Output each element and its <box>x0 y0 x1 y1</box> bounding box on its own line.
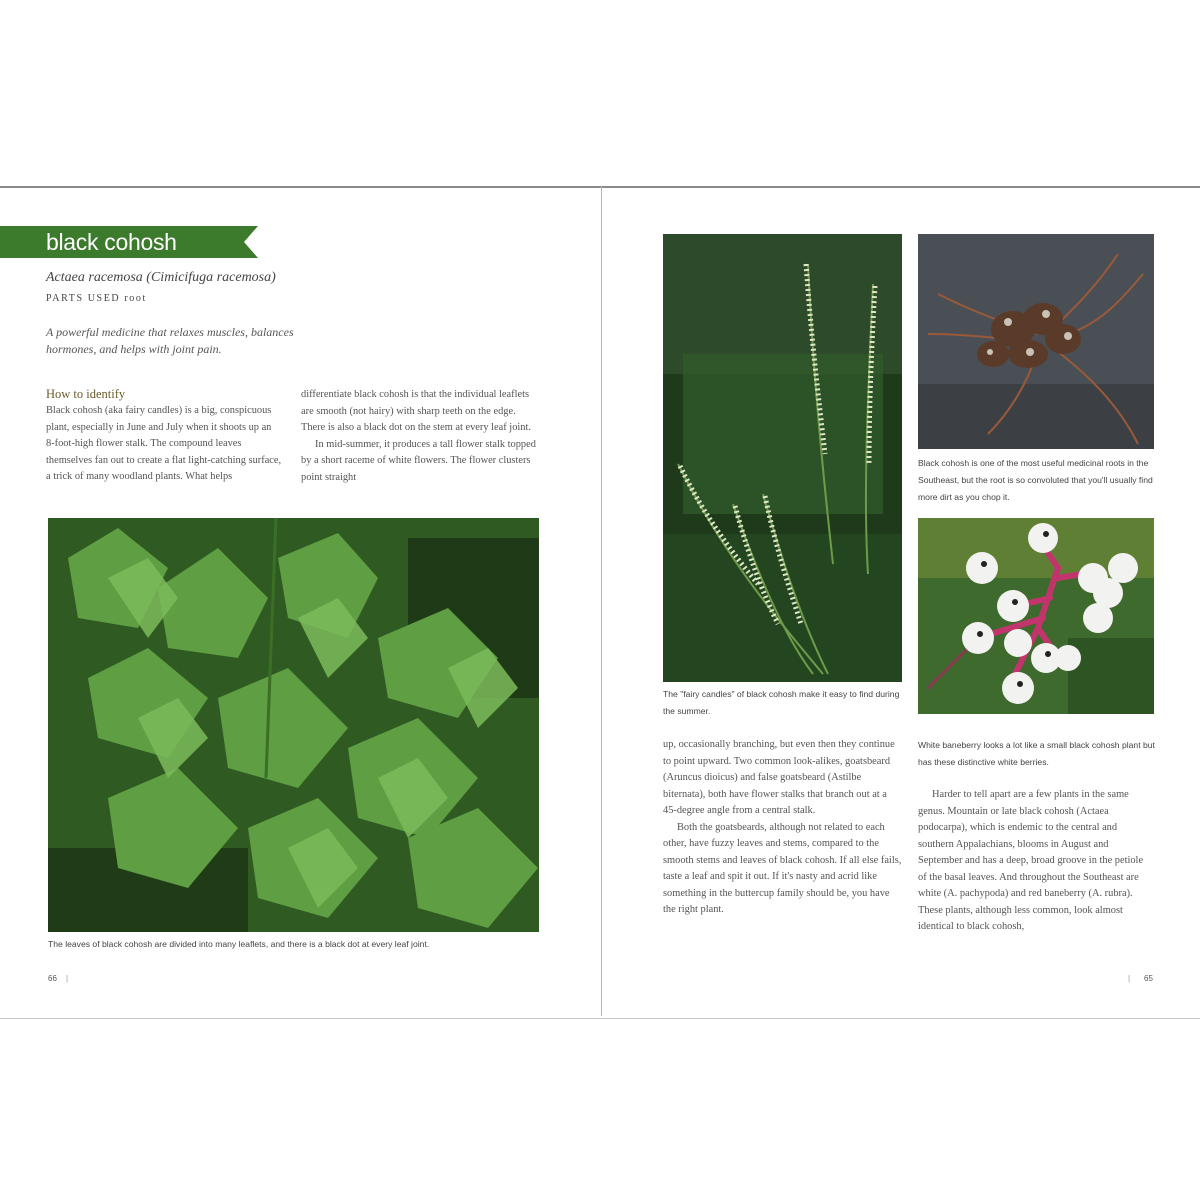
parts-used: PARTS USED root <box>46 293 147 304</box>
page-title: black cohosh <box>46 229 177 255</box>
latin-name: Actaea racemosa (Cimicifuga racemosa) <box>46 270 276 285</box>
body-paragraph: Black cohosh (aka fairy candles) is a big, conspicuous plant, especially in June and July when it shoots up an 8-foot-high flower stalk. The compound leaves themselves fan out to create a flat light-catching surface, a trick of many woodland plants. What helps <box>46 405 282 482</box>
page-number-left: 66 <box>48 974 57 983</box>
right-column-2 <box>918 787 1154 936</box>
body-paragraph: Harder to tell apart are a few plants in the same genus. Mountain or late black cohosh (Actaea podocarpa), which is endemic to the central and southern Appalachians, blooms in August and September and has a deep, broad groove in the petiole of the basal leaves. And throughout the Southeast are white (A. pachypoda) and red baneberry (A. rubra). These plants, although less common, look almost identical to black cohosh, <box>918 789 1144 932</box>
body-paragraph: up, occasionally branching, but even then they continue to point upward. Two common look-alikes, goatsbeard (Aruncus dioicus) and false goatsbeard (Astilbe biternata), both have flower stalks that branch out at a 45-degree angle from a central stalk. <box>663 739 895 816</box>
leaves-photo <box>48 518 539 932</box>
page-number-right: 65 <box>1144 974 1153 983</box>
folio-rule-left: | <box>66 974 69 983</box>
flower-stalks-caption: The "fairy candles" of black cohosh make it easy to find during the summer. <box>663 689 900 716</box>
root-photo <box>918 234 1154 449</box>
body-paragraph: differentiate black cohosh is that the individual leaflets are smooth (not hairy) with sharp teeth on the edge. There is also a black dot on the stem at every leaf joint. <box>301 389 531 433</box>
folio-rule-right: | <box>1128 974 1131 983</box>
root-caption: Black cohosh is one of the most useful medicinal roots in the Southeast, but the root is so convoluted that you'll usually find more dirt as you chop it. <box>918 458 1153 502</box>
left-column-1 <box>46 386 282 486</box>
section-heading: How to identify <box>46 387 126 401</box>
flower-stalks-photo <box>663 234 902 682</box>
body-paragraph: Both the goatsbeards, although not related to each other, have fuzzy leaves and stems, compared to the smooth stems and leaves of black cohosh. If all else fails, taste a leaf and spit it out. If it's nasty and acrid like something in the buttercup family should be, you have the right plant. <box>663 821 902 915</box>
left-column-2 <box>301 387 541 486</box>
body-paragraph: In mid-summer, it produces a tall flower stalk topped by a short raceme of white flowers. The flower clusters point straight <box>301 438 536 483</box>
leaves-caption: The leaves of black cohosh are divided into many leaflets, and there is a black dot at every leaf joint. <box>48 939 430 949</box>
gutter <box>601 186 602 1016</box>
baneberry-caption: White baneberry looks a lot like a small black cohosh plant but has these distinctive white berries. <box>918 740 1155 767</box>
baneberry-photo <box>918 518 1154 714</box>
intro-text: A powerful medicine that relaxes muscles, balances hormones, and helps with joint pain. <box>46 325 294 356</box>
right-column-1 <box>663 737 903 919</box>
